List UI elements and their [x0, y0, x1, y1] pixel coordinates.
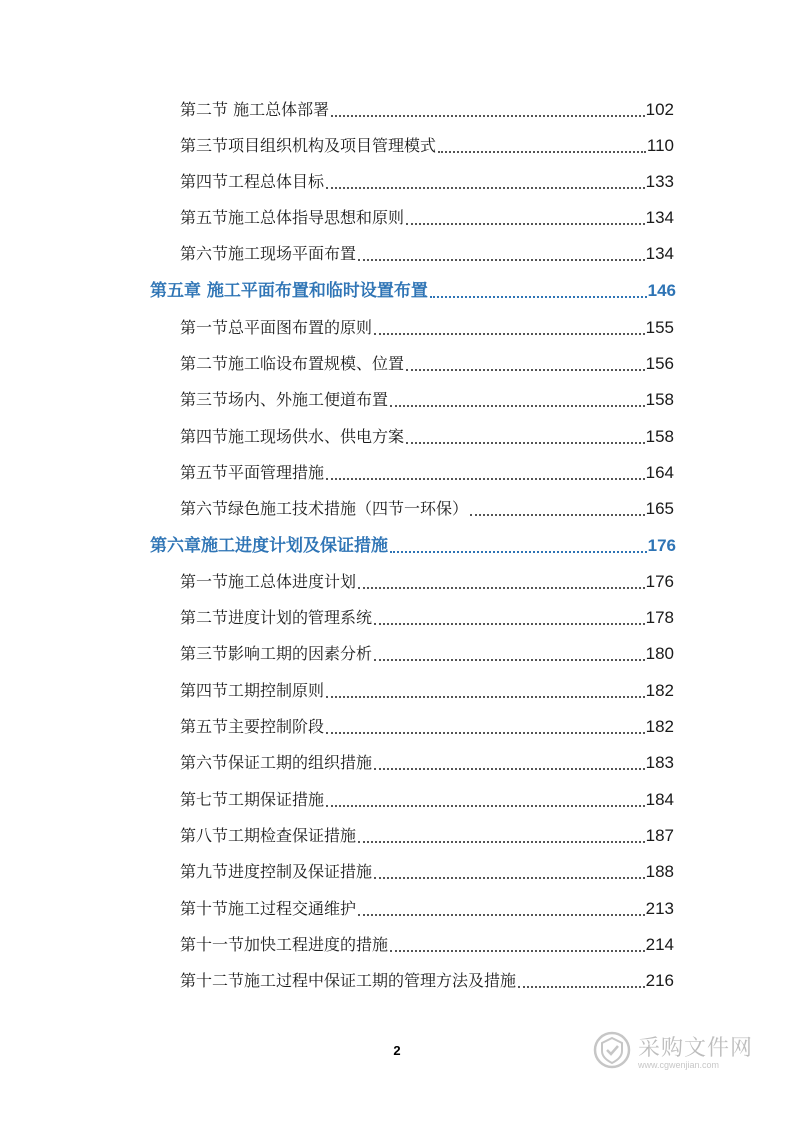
toc-entry-page: 165 [645, 499, 674, 518]
toc-entry-page: 214 [645, 935, 674, 954]
dot-leader [358, 259, 645, 261]
toc-entry[interactable] [180, 242, 674, 264]
toc-entry-page: 158 [645, 427, 674, 446]
watermark [592, 1026, 762, 1074]
toc-entry-page: 110 [646, 136, 674, 155]
toc-entry-page: 176 [647, 536, 676, 555]
dot-leader [438, 151, 646, 153]
toc-entry-title: 第七节工期保证措施 [180, 790, 325, 809]
toc-entry[interactable] [180, 98, 674, 120]
toc-chapter-entry[interactable] [150, 279, 676, 301]
dot-leader [358, 587, 645, 589]
watermark-url: www.cgwenjian.com [638, 1059, 720, 1070]
toc-entry[interactable] [180, 316, 674, 338]
dot-leader [374, 768, 645, 770]
toc-entry-title: 第九节进度控制及保证措施 [180, 862, 373, 881]
dot-leader [390, 551, 647, 553]
dot-leader [374, 877, 645, 879]
dot-leader [406, 442, 645, 444]
toc-entry-title: 第一节施工总体进度计划 [180, 572, 357, 591]
toc-entry-title: 第三节项目组织机构及项目管理模式 [180, 136, 437, 155]
toc-entry[interactable] [180, 642, 674, 664]
dot-leader [374, 659, 645, 661]
toc-entry-title: 第五节施工总体指导思想和原则 [180, 208, 405, 227]
dot-leader [406, 369, 645, 371]
toc-entry[interactable] [180, 969, 674, 991]
toc-entry-title: 第一节总平面图布置的原则 [180, 318, 373, 337]
dot-leader [518, 986, 645, 988]
toc-entry-title: 第八节工期检查保证措施 [180, 826, 357, 845]
toc-entry-page: 158 [645, 390, 674, 409]
toc-entry-title: 第三节影响工期的因素分析 [180, 644, 373, 663]
toc-entry-title: 第二节进度计划的管理系统 [180, 608, 373, 627]
toc-entry-page: 146 [647, 281, 676, 300]
page-number: 2 [393, 1043, 401, 1058]
toc-entry-title: 第十节施工过程交通维护 [180, 899, 357, 918]
dot-leader [326, 696, 645, 698]
toc-entry[interactable] [180, 388, 674, 410]
toc-entry-title: 第六节绿色施工技术措施（四节一环保） [180, 499, 469, 518]
toc-entry[interactable] [180, 679, 674, 701]
toc-entry[interactable] [180, 425, 674, 447]
toc-entry-page: 155 [645, 318, 674, 337]
dot-leader [326, 732, 645, 734]
dot-leader [331, 115, 645, 117]
toc-entry-title: 第四节施工现场供水、供电方案 [180, 427, 405, 446]
toc-entry-title: 第二节施工临设布置规模、位置 [180, 354, 405, 373]
dot-leader [470, 514, 645, 516]
toc-entry-page: 188 [645, 862, 674, 881]
toc-entry-page: 164 [645, 463, 674, 482]
toc-entry[interactable] [180, 170, 674, 192]
shield-logo-icon [592, 1030, 632, 1070]
dot-leader [326, 478, 645, 480]
toc-entry-page: 213 [645, 899, 674, 918]
toc-entry-page: 187 [645, 826, 674, 845]
toc-entry-title: 第六节保证工期的组织措施 [180, 753, 373, 772]
toc-entry[interactable] [180, 206, 674, 228]
toc-entry-title: 第五节平面管理措施 [180, 463, 325, 482]
toc-entry[interactable] [180, 824, 674, 846]
watermark-name: 采购文件网 [638, 1035, 754, 1061]
toc-entry-title: 第六章施工进度计划及保证措施 [150, 536, 388, 556]
toc-entry-page: 133 [645, 172, 674, 191]
toc-entry-page: 178 [645, 608, 674, 627]
toc-entry-page: 183 [645, 753, 674, 772]
toc-chapter-entry[interactable] [150, 534, 676, 556]
dot-leader [406, 223, 645, 225]
toc-entry-title: 第四节工程总体目标 [180, 172, 325, 191]
toc-entry[interactable] [180, 933, 674, 955]
dot-leader [326, 805, 645, 807]
toc-entry-title: 第二节 施工总体部署 [180, 100, 330, 119]
toc-entry-page: 134 [645, 244, 674, 263]
toc-entry-title: 第十二节施工过程中保证工期的管理方法及措施 [180, 971, 517, 990]
dot-leader [374, 333, 645, 335]
toc-entry-page: 184 [645, 790, 674, 809]
dot-leader [390, 950, 645, 952]
toc-entry[interactable] [180, 897, 674, 919]
toc-entry-page: 102 [645, 100, 674, 119]
toc-entry-page: 182 [645, 717, 674, 736]
dot-leader [326, 187, 645, 189]
toc-entry-page: 216 [645, 971, 674, 990]
toc-entry[interactable] [180, 606, 674, 628]
dot-leader [358, 914, 645, 916]
toc-entry-page: 180 [645, 644, 674, 663]
dot-leader [390, 405, 645, 407]
toc-entry-title: 第五章 施工平面布置和临时设置布置 [150, 281, 428, 301]
toc-entry[interactable] [180, 352, 674, 374]
toc-entry[interactable] [180, 497, 674, 519]
toc-entry-page: 134 [645, 208, 674, 227]
toc-entry-title: 第六节施工现场平面布置 [180, 244, 357, 263]
toc-entry[interactable] [180, 570, 674, 592]
toc-entry-title: 第三节场内、外施工便道布置 [180, 390, 389, 409]
dot-leader [374, 623, 645, 625]
toc-entry-page: 176 [645, 572, 674, 591]
toc-entry-title: 第四节工期控制原则 [180, 681, 325, 700]
toc-entry[interactable] [180, 715, 674, 737]
toc-entry[interactable] [180, 751, 674, 773]
toc-entry[interactable] [180, 860, 674, 882]
toc-entry-title: 第十一节加快工程进度的措施 [180, 935, 389, 954]
dot-leader [430, 296, 647, 298]
toc-entry-page: 156 [645, 354, 674, 373]
toc-entry[interactable] [180, 461, 674, 483]
toc-entry[interactable] [180, 788, 674, 810]
toc-entry[interactable] [180, 134, 674, 156]
dot-leader [358, 841, 645, 843]
toc-entry-page: 182 [645, 681, 674, 700]
toc-entry-title: 第五节主要控制阶段 [180, 717, 325, 736]
